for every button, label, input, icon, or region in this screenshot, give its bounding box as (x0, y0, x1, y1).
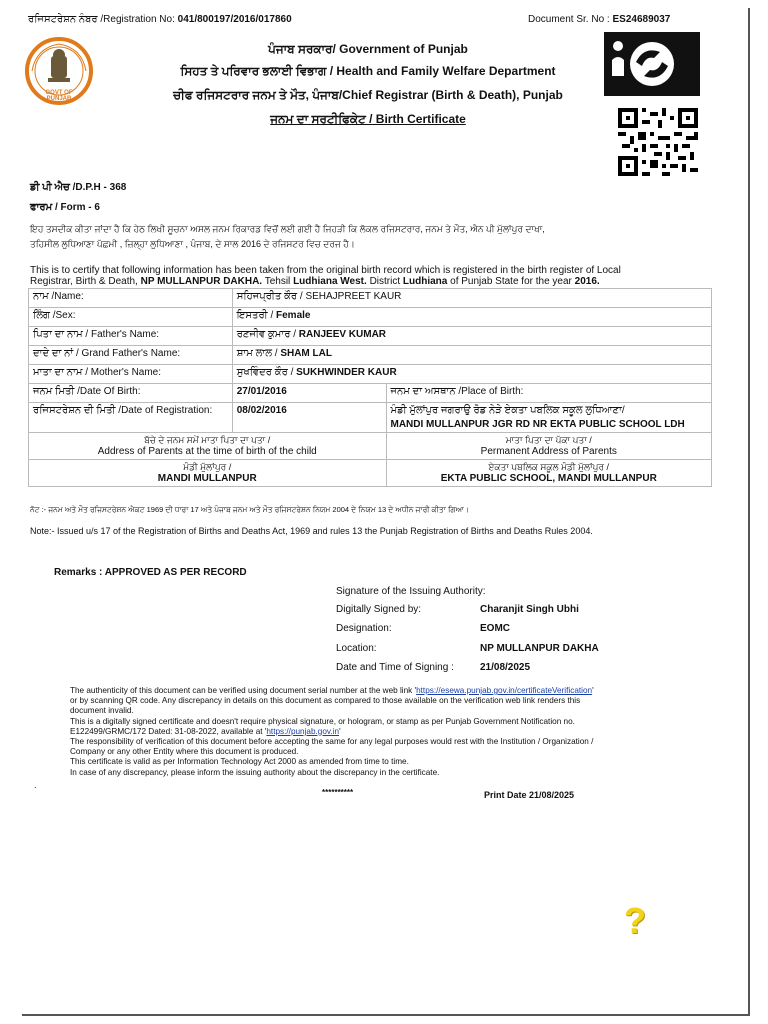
note-line: or by scanning QR code. Any discrepancy in details on this document as compared to those available on the verification web link renders this (70, 696, 581, 706)
signing-datetime-label: Date and Time of Signing : (336, 662, 454, 673)
cert-tehsil: Ludhiana West. (293, 276, 367, 287)
note-line: This certificate is valid as per Information Technology Act 2000 as amended from time to time. (70, 757, 409, 767)
note-english: Note:- Issued u/s 17 of the Registration of Births and Deaths Act, 1969 and rules 13 the Punjab Registration of Births and Deaths Rules 2004. (30, 526, 593, 536)
table-row (29, 460, 712, 487)
document-serial-label: Document Sr. No : (528, 14, 610, 25)
mother-punjabi: ਸੁਖਵਿੰਦਰ ਕੌਰ / (236, 367, 294, 378)
location-value: NP MULLANPUR DAKHA (480, 643, 599, 654)
table-row (29, 308, 712, 327)
signature-title: Signature of the Issuing Authority: (336, 586, 486, 597)
address-permanent-value (386, 460, 712, 487)
note-punjabi: ਨੋਟ :- ਜਨਮ ਅਤੇ ਮੌਤ ਰਜਿਸਟਰੇਸ਼ਨ ਐਕਟ 1969 ਦੀ ਧਾਰਾ 17 ਅਤੇ ਪੰਜਾਬ ਜਨਮ ਅਤੇ ਮੌਤ ਰਜਿਸਟਰੇਸ਼ਨ ਨਿਯਮ 2004 ਦੇ ਨਿਯਮ 13 ਦੇ ਅਧੀਨ ਜਾਰੀ ਕੀਤਾ ਗਿਆ। (30, 505, 469, 514)
dph-number: ਡੀ ਪੀ ਐਚ /D.P.H - 368 (30, 182, 127, 193)
address-birth-value (29, 460, 387, 487)
footer-dot: . (34, 780, 37, 790)
english-certification-line-1: This is to certify that following information has been taken from the original birth record which is registered in the birth register of Local (30, 265, 621, 276)
note-text: E122499/GRMC/172 Dated: 31-08-2022, available at ' (70, 726, 267, 736)
address-permanent-header-punjabi: ਮਾਤਾ ਪਿਤਾ ਦਾ ਪੱਕਾ ਪਤਾ / (505, 435, 592, 445)
pob-punjabi: ਮੰਡੀ ਮੁੱਲਾਂਪੁਰ ਜਗਰਾਉ ਰੋਡ ਨੇੜੇ ਏਕਤਾ ਪਬਲਿਕ ਸਕੂਲ ਲੁਧਿਆਣਾ/ (390, 405, 625, 416)
table-row (29, 433, 712, 460)
cert-text: of Punjab State for the year (450, 276, 572, 287)
table-row (29, 365, 712, 384)
verification-link[interactable]: https://esewa.punjab.gov.in/certificateVerification (416, 686, 593, 695)
mother-english: SUKHWINDER KAUR (296, 367, 397, 378)
address-birth-punjabi: ਮੰਡੀ ਮੁੱਲਾਂਪੁਰ / (183, 462, 232, 472)
department-logo-icon (604, 32, 700, 96)
address-permanent-punjabi: ਏਕਤਾ ਪਬਲਿਕ ਸਕੂਲ ਮੰਡੀ ਮੁੱਲਾਂਪੁਰ / (488, 462, 610, 472)
name-english: SEHAJPREET KAUR (305, 291, 402, 302)
dor-text: 08/02/2016 (236, 405, 287, 416)
note-text: The authenticity of this document can be verified using document serial number at the web link ' (70, 686, 417, 695)
table-row (29, 289, 712, 308)
sex-label: ਲਿੰਗ /Sex: (29, 308, 233, 327)
designation-label: Designation: (336, 623, 392, 634)
address-birth-english: MANDI MULLANPUR (157, 473, 257, 484)
father-label: ਪਿਤਾ ਦਾ ਨਾਮ / Father's Name: (29, 327, 233, 346)
dob-value (232, 384, 386, 403)
dob-label: ਜਨਮ ਮਿਤੀ /Date Of Birth: (29, 384, 233, 403)
punjabi-certification-line-2: ਤਹਿਸੀਲ ਲੁਧਿਆਣਾ ਪੱਛਮੀ , ਜ਼ਿਲ੍ਹਾ ਲੁਧਿਆਣਾ , ਪੰਜਾਬ, ਦੇ ਸਾਲ 2016 ਦੇ ਰਜਿਸਟਰ ਵਿਚ ਦਰਜ ਹੈ। (30, 239, 355, 249)
verification-notes (70, 686, 730, 778)
note-text: ' (339, 726, 341, 736)
father-value (232, 327, 711, 346)
table-row (29, 346, 712, 365)
note-line: This is a digitally signed certificate and doesn't require physical signature, or hologram, or stamp as per Punjab Government Notification no. (70, 716, 575, 726)
punjab-gov-link[interactable]: https://punjab.gov.in (266, 726, 340, 736)
mother-value (232, 365, 711, 384)
note-line (70, 686, 730, 696)
print-date: Print Date 21/08/2025 (484, 790, 575, 800)
dor-value (232, 403, 386, 433)
sex-punjabi: ਇਸਤਰੀ / (236, 310, 274, 321)
father-punjabi: ਰਣਜੀਵ ਕੁਮਾਰ / (236, 329, 297, 340)
address-birth-header-punjabi: ਬੱਚੇ ਦੇ ਜਨਮ ਸਮੇਂ ਮਾਤਾ ਪਿਤਾ ਦਾ ਪਤਾ / (144, 435, 271, 445)
cert-district: Ludhiana (402, 276, 448, 287)
signing-datetime-value: 21/08/2025 (480, 662, 531, 673)
pob-value (386, 403, 712, 433)
address-birth-header (29, 433, 387, 460)
father-english: RANJEEV KUMAR (298, 329, 387, 340)
table-row (29, 403, 712, 433)
address-permanent-header-english: Permanent Address of Parents (480, 446, 617, 457)
remarks: Remarks : APPROVED AS PER RECORD (54, 567, 247, 578)
sex-value (232, 308, 711, 327)
emblem-caption: GOVT OF PUNJAB (45, 90, 73, 102)
form-number: ਫਾਰਮ / Form - 6 (30, 202, 100, 213)
name-punjabi: ਸਹਿਜਪ੍ਰੀਤ ਕੌਰ / (236, 291, 303, 302)
punjabi-certification-line-1: ਇਹ ਤਸਦੀਕ ਕੀਤਾ ਜਾਂਦਾ ਹੈ ਕਿ ਹੇਠ ਲਿਖੀ ਸੂਚਨਾ ਅਸਲ ਜਨਮ ਰਿਕਾਰਡ ਵਿਚੋਂ ਲਈ ਗਈ ਹੈ ਜਿਹੜੀ ਕਿ ਲੋਕਲ ਰਜਿਸਟਰਾਰ, ਜਨਮ ਤੇ ਮੌਤ, ਐਨ ਪੀ ਮੁੱਲਾਂਪੁਰ ਦਾਖਾ, (30, 224, 545, 234)
cert-text: Registrar, Birth & Death, (30, 276, 138, 287)
note-text: ' (592, 686, 594, 695)
note-line (70, 727, 730, 737)
cert-year: 2016. (574, 276, 600, 287)
mother-label: ਮਾਤਾ ਦਾ ਨਾਮ / Mother's Name: (29, 365, 233, 384)
note-line: Company or any other Entity where this document is produced. (70, 747, 299, 757)
cert-text: District (369, 276, 401, 287)
pob-english: MANDI MULLANPUR JGR RD NR EKTA PUBLIC SCHOOL LDH (390, 419, 685, 430)
page-title: ਜਨਮ ਦਾ ਸਰਟੀਫਿਕੇਟ / Birth Certificate (270, 112, 466, 126)
grandfather-punjabi: ਸ਼ਾਮ ਲਾਲ / (236, 348, 278, 359)
grandfather-english: SHAM LAL (280, 348, 332, 359)
cert-registrar: NP MULLANPUR DAKHA. (140, 276, 263, 287)
pob-label: ਜਨਮ ਦਾ ਅਸਥਾਨ /Place of Birth: (386, 384, 712, 403)
header-line-3: ਚੀਫ ਰਜਿਸਟਰਾਰ ਜਨਮ ਤੇ ਮੌਤ, ਪੰਜਾਬ/Chief Registrar (Birth & Death), Punjab (173, 88, 563, 102)
qr-code-icon[interactable] (618, 108, 698, 176)
registration-label: ਰਜਿਸਟਰੇਸ਼ਨ ਨੰਬਰ /Registration No: (28, 14, 175, 25)
address-birth-header-english: Address of Parents at the time of birth of the child (97, 446, 317, 457)
dob-text: 27/01/2016 (236, 386, 287, 397)
footer-stars: ********** (322, 788, 354, 797)
registration-number (28, 14, 292, 25)
sex-english: Female (276, 310, 311, 321)
header-line-1: ਪੰਜਾਬ ਸਰਕਾਰ/ Government of Punjab (268, 42, 468, 56)
header-line-2: ਸਿਹਤ ਤੇ ਪਰਿਵਾਰ ਭਲਾਈ ਵਿਭਾਗ / Health and Family Welfare Department (180, 64, 556, 78)
dor-label: ਰਜਿਸਟਰੇਸ਼ਨ ਦੀ ਮਿਤੀ /Date of Registration: (29, 403, 233, 433)
name-value (232, 289, 711, 308)
address-permanent-header (386, 433, 712, 460)
designation-value: EOMC (480, 623, 510, 634)
punjab-emblem-icon (24, 36, 94, 106)
address-permanent-english: EKTA PUBLIC SCHOOL, MANDI MULLANPUR (440, 473, 657, 484)
english-certification-line-2 (30, 276, 730, 287)
registration-value: 041/800197/2016/017860 (177, 14, 292, 25)
table-row (29, 327, 712, 346)
grandfather-value (232, 346, 711, 365)
location-label: Location: (336, 643, 377, 654)
note-line: The responsibility of verification of this document before accepting the same for any legal purposes would rest with the Institution / Organization / (70, 737, 594, 747)
note-line: In case of any discrepancy, please inform the issuing authority about the discrepancy in the certificate. (70, 767, 440, 777)
document-serial (528, 14, 670, 25)
document-serial-value: ES24689037 (612, 14, 671, 25)
note-line: document invalid. (70, 706, 134, 716)
signed-by-value: Charanjit Singh Ubhi (480, 604, 579, 615)
birth-details-table (28, 288, 712, 487)
name-label: ਨਾਮ /Name: (29, 289, 233, 308)
grandfather-label: ਦਾਦੇ ਦਾ ਨਾਂ / Grand Father's Name: (29, 346, 233, 365)
cert-text: Tehsil (264, 276, 291, 287)
help-icon[interactable]: ? (624, 900, 646, 941)
table-row (29, 384, 712, 403)
signed-by-label: Digitally Signed by: (336, 604, 422, 615)
